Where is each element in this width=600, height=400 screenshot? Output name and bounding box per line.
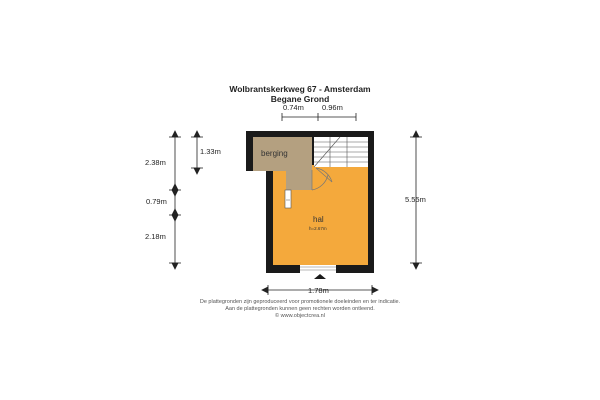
plan-floor-name: Begane Grond xyxy=(270,94,330,104)
closet-door xyxy=(285,190,291,208)
dim-left-inner-top: 1.33m xyxy=(200,147,221,156)
dim-top-left: 0.74m xyxy=(283,103,304,112)
dim-bottom-width: 1.78m xyxy=(308,286,329,295)
room-label-hall: hal xyxy=(313,215,324,224)
disclaimer-line-3: © www.objectcrea.nl xyxy=(275,313,325,319)
disclaimer-line-2: Aan de plattegronden kunnen geen rechten worden ontleend. xyxy=(225,306,375,312)
dim-top-right: 0.96m xyxy=(322,103,343,112)
disclaimer-line-1: De plattegronden zijn geproduceerd voor promotionele doeleinden en ter indicatie. xyxy=(199,299,401,305)
dim-left-middle: 0.79m xyxy=(146,197,167,206)
entrance-arrow-icon xyxy=(314,274,326,279)
plan-address: Wolbrantskerkweg 67 - Amsterdam xyxy=(229,84,371,94)
dim-right-total: 5.55m xyxy=(405,195,426,204)
dim-left-bottom: 2.18m xyxy=(145,232,166,241)
front-door xyxy=(300,265,336,273)
dim-left-outer-top: 2.38m xyxy=(145,158,166,167)
room-height-hall: h=2.67m xyxy=(309,226,327,231)
room-label-storage: berging xyxy=(261,149,288,158)
